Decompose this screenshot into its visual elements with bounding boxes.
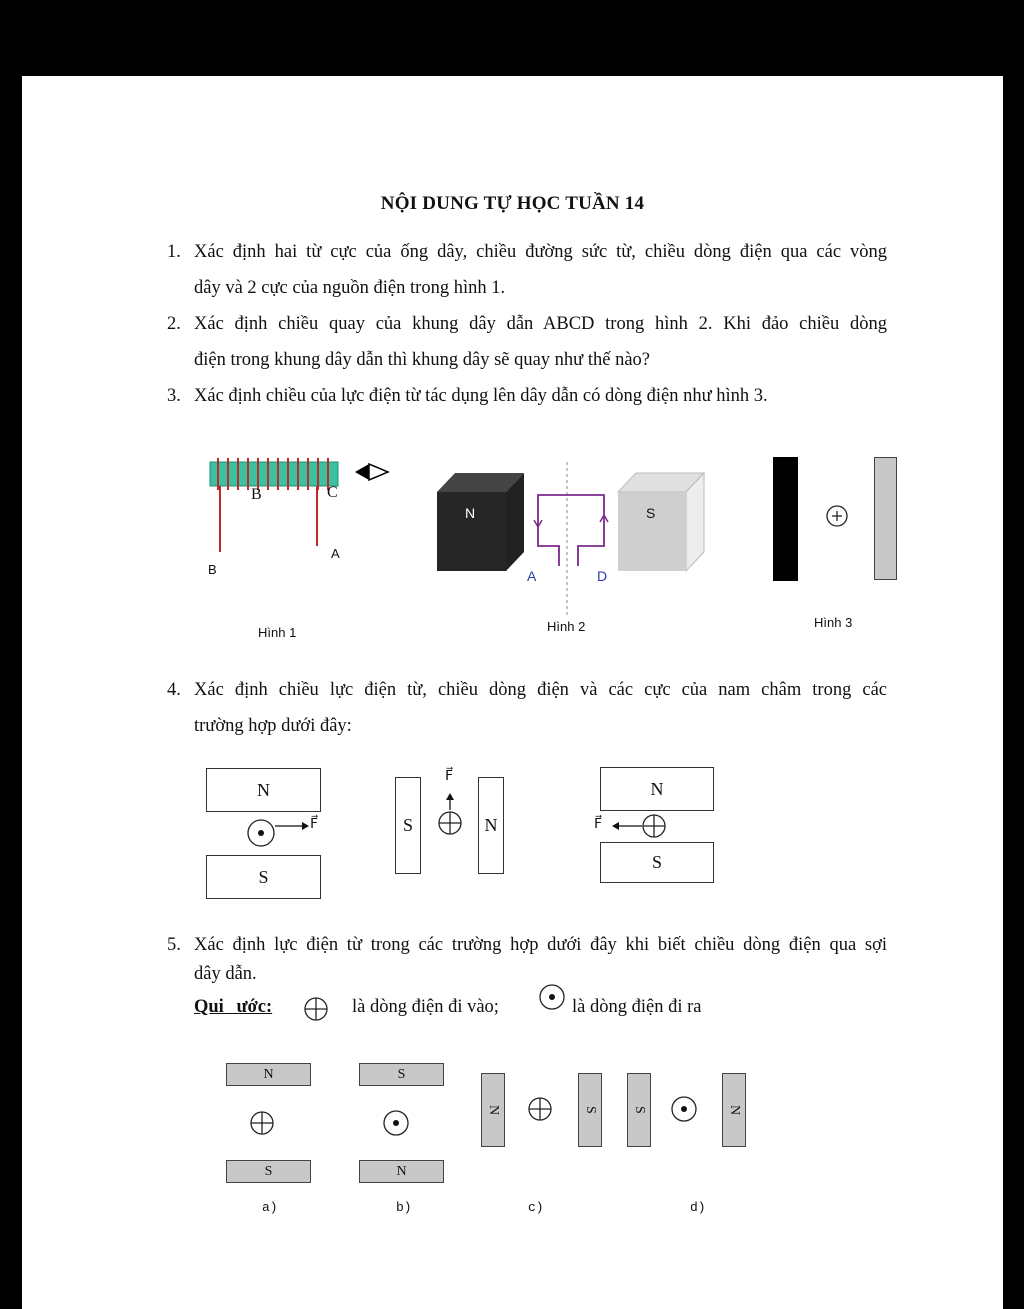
page-title: NỘI DUNG TỰ HỌC TUẦN 14: [380, 193, 645, 214]
current-into-page-icon: [251, 1112, 273, 1134]
magnet-label: S: [632, 1106, 647, 1114]
question-number: 3.: [167, 386, 181, 406]
magnet-label: N: [727, 1104, 742, 1116]
question-number: 2.: [167, 314, 181, 334]
question-line: Xác định chiều của lực điện từ tác dụng lên dây dẫn có dòng điện như hình 3.: [194, 386, 768, 406]
magnet-label: N: [486, 1104, 501, 1116]
magnet-bottom-s: S: [600, 842, 714, 883]
convention-label: Qui ước:: [194, 997, 273, 1017]
current-out-of-page-icon: [384, 1111, 408, 1135]
figure-3-caption: Hình 3: [814, 615, 853, 630]
question-line: trường hợp dưới đây:: [194, 716, 352, 736]
case-caption: b): [396, 1200, 412, 1215]
case-caption: d): [690, 1200, 706, 1215]
magnet-label-s: S: [646, 505, 656, 521]
question-number: 4.: [167, 680, 181, 700]
coil-label-b: B: [251, 486, 262, 503]
force-label: F⃗: [310, 817, 319, 832]
q5-current-symbols: [22, 76, 1003, 1309]
magnet-top-s: S: [359, 1063, 444, 1086]
question-line: Xác định lực điện từ trong các trường hợp dưới đây khi biết chiều dòng điện qua sợi: [194, 935, 887, 955]
coil-label-c: C: [327, 484, 338, 501]
magnet-right-n: N: [478, 777, 504, 874]
question-line: Xác định chiều lực điện từ, chiều dòng điện và các cực của nam châm trong các: [194, 680, 887, 700]
convention-out-text: là dòng điện đi ra: [572, 997, 702, 1017]
question-line: điện trong khung dây dẫn thì khung dây sẽ quay như thế nào?: [194, 350, 650, 370]
force-label: F⃗: [445, 769, 454, 784]
frame-label-d: D: [597, 568, 608, 584]
lead-label-a: A: [331, 546, 340, 561]
current-into-page-icon: [529, 1098, 551, 1120]
document-page: [22, 76, 1003, 1309]
convention-into-text: là dòng điện đi vào;: [352, 997, 499, 1017]
force-label: F⃗: [594, 817, 603, 832]
question-line: Xác định hai từ cực của ống dây, chiều đường sức từ, chiều dòng điện qua các vòng: [194, 242, 887, 262]
lead-label-b: B: [208, 562, 217, 577]
question-line: dây dẫn.: [194, 964, 257, 984]
magnet-label: S: [583, 1106, 598, 1114]
magnet-bottom-n: N: [359, 1160, 444, 1183]
magnet-bottom-s: S: [226, 1160, 311, 1183]
question-line: Xác định chiều quay của khung dây dẫn ABCD trong hình 2. Khi đảo chiều dòng: [194, 314, 887, 334]
magnet-bottom-s: S: [206, 855, 321, 899]
question-number: 5.: [167, 935, 181, 955]
question-number: 1.: [167, 242, 181, 262]
frame-label-a: A: [527, 568, 537, 584]
case-caption: c): [528, 1200, 544, 1215]
magnet-top-n: N: [600, 767, 714, 811]
current-out-of-page-icon: [672, 1097, 696, 1121]
magnet-top-n: N: [206, 768, 321, 812]
magnet-left-s: S: [395, 777, 421, 874]
magnet-top-n: N: [226, 1063, 311, 1086]
figure-2-caption: Hình 2: [547, 619, 586, 634]
magnet-label-n: N: [465, 505, 476, 521]
case-caption: a): [262, 1200, 278, 1215]
question-line: dây và 2 cực của nguồn điện trong hình 1.: [194, 278, 506, 298]
figure-1-caption: Hình 1: [258, 625, 297, 640]
